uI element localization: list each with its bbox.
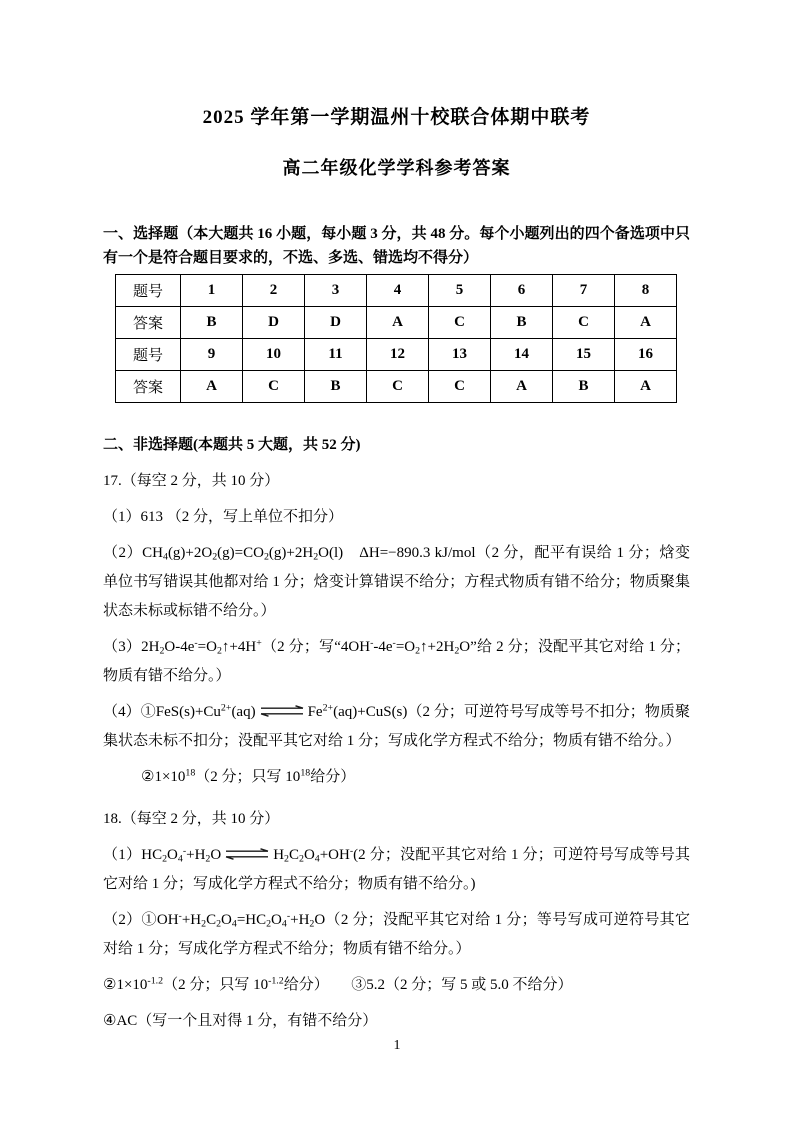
row-label: 题号 — [116, 339, 181, 371]
exam-title: 2025 学年第一学期温州十校联合体期中联考 — [202, 107, 591, 128]
exam-subtitle: 高二年级化学学科参考答案 — [282, 158, 511, 178]
question-number: 8 — [615, 275, 677, 307]
answer-letter: B — [491, 307, 553, 339]
equilibrium-arrow-icon — [260, 705, 304, 717]
question-number: 4 — [367, 275, 429, 307]
q18-part2-choice: ④AC（写一个且对得 1 分，有错不给分） — [103, 1013, 378, 1029]
table-row — [116, 275, 677, 307]
q17-part1: （1）613 （2 分，写上单位不扣分） — [103, 509, 344, 525]
q17-part3: $(3)2H_2O-4e^-=O_2↑+4H^+(2$ 分；写“$4OH^--4e^-=O_2↑+2H_2O$”给 2 分；没配平其它对给 1 分；物质有错不给分。） — [103, 637, 690, 684]
section2-heading: 二、非选择题(本题共 5 大题，共 52 分) — [103, 437, 361, 453]
question-number: 9 — [181, 339, 243, 371]
equilibrium-arrow-icon — [225, 848, 269, 860]
answer-letter: C — [429, 371, 491, 403]
row-label: 题号 — [116, 275, 181, 307]
q18-part2-values: $②1\times 10^{-1.2}(2$ 分；只写 $10^{-1.2}$给分） ③5.2（2 分；写 5 或 5.0 不给分） — [103, 975, 573, 993]
page-number: 1 — [393, 1038, 401, 1053]
answer-letter: A — [615, 371, 677, 403]
answer-letter: C — [243, 371, 305, 403]
section1-heading: 一、选择题（本大题共 16 小题，每小题 3 分，共 48 分。每个小题列出的四个备选项中只有一个是符合题目要求的，不选、多选、错选均不得分） — [103, 226, 690, 266]
answer-letter: A — [615, 307, 677, 339]
question-number: 11 — [305, 339, 367, 371]
question-number: 7 — [553, 275, 615, 307]
question-number: 10 — [243, 339, 305, 371]
q18-part1: $(1)HC_2O_4^-+H_2O$ $H_2C_2O_4+OH^-(2$ 分；没配平其它对给 1 分；可逆符号写成等号其它对给 1 分；写成化学方程式不给分；物质有错不给分。) — [103, 845, 690, 892]
row-label: 答案 — [116, 307, 181, 339]
table-row — [116, 307, 677, 339]
answer-letter: D — [305, 307, 367, 339]
q17-part2: $(2)CH_4(g)+2O_2(g)=CO_2(g)+2H_2O(l)$ ΔH=−890.3 kJ/mol（2 分，配平有误给 1 分；焓变单位书写错误其他都对给 1 分；焓变计算错误不给分；方程式物质有错不给分；物质聚集状态未标或标错不给分。） — [103, 545, 691, 619]
q18-title: 18.（每空 2 分，共 10 分） — [103, 811, 280, 827]
q17-part4-eq: $(4)①FeS(s)+Cu^{2+}(aq)$ $Fe^{2+}(aq)+CuS(s)(2$ 分；可逆符号写成等号不扣分；物质聚集状态未标不扣分；没配平其它对给 1 分；写成化学方程式不给分；物质有错不给分。） — [103, 702, 690, 749]
question-number: 15 — [553, 339, 615, 371]
answer-letter: B — [181, 307, 243, 339]
question-number: 12 — [367, 339, 429, 371]
answer-letter: D — [243, 307, 305, 339]
table-row — [116, 371, 677, 403]
answer-letter: A — [181, 371, 243, 403]
question-number: 3 — [305, 275, 367, 307]
question-number: 13 — [429, 339, 491, 371]
question-number: 14 — [491, 339, 553, 371]
answer-letter: C — [553, 307, 615, 339]
q17-title: 17.（每空 2 分，共 10 分） — [103, 473, 280, 489]
question-number: 5 — [429, 275, 491, 307]
answer-letter: B — [553, 371, 615, 403]
table-row — [116, 339, 677, 371]
q17-part4-value: $②1\times 10^{18}(2$ 分；只写 $10^{18}$给分） — [141, 767, 356, 785]
q18-part2-eq: $(2)①OH^-+H_2C_2O_4=HC_2O_4^-+H_2O(2$ 分；没配平其它对给 1 分；等号写成可逆符号其它对给 1 分；写成化学方程式不给分；物质有错不给分。） — [103, 910, 690, 957]
question-number: 16 — [615, 339, 677, 371]
answer-letter: C — [367, 371, 429, 403]
question-number: 2 — [243, 275, 305, 307]
row-label: 答案 — [116, 371, 181, 403]
answer-letter: B — [305, 371, 367, 403]
question-number: 1 — [181, 275, 243, 307]
answer-table — [115, 274, 677, 403]
answer-letter: A — [491, 371, 553, 403]
question-number: 6 — [491, 275, 553, 307]
answer-letter: A — [367, 307, 429, 339]
answer-letter: C — [429, 307, 491, 339]
